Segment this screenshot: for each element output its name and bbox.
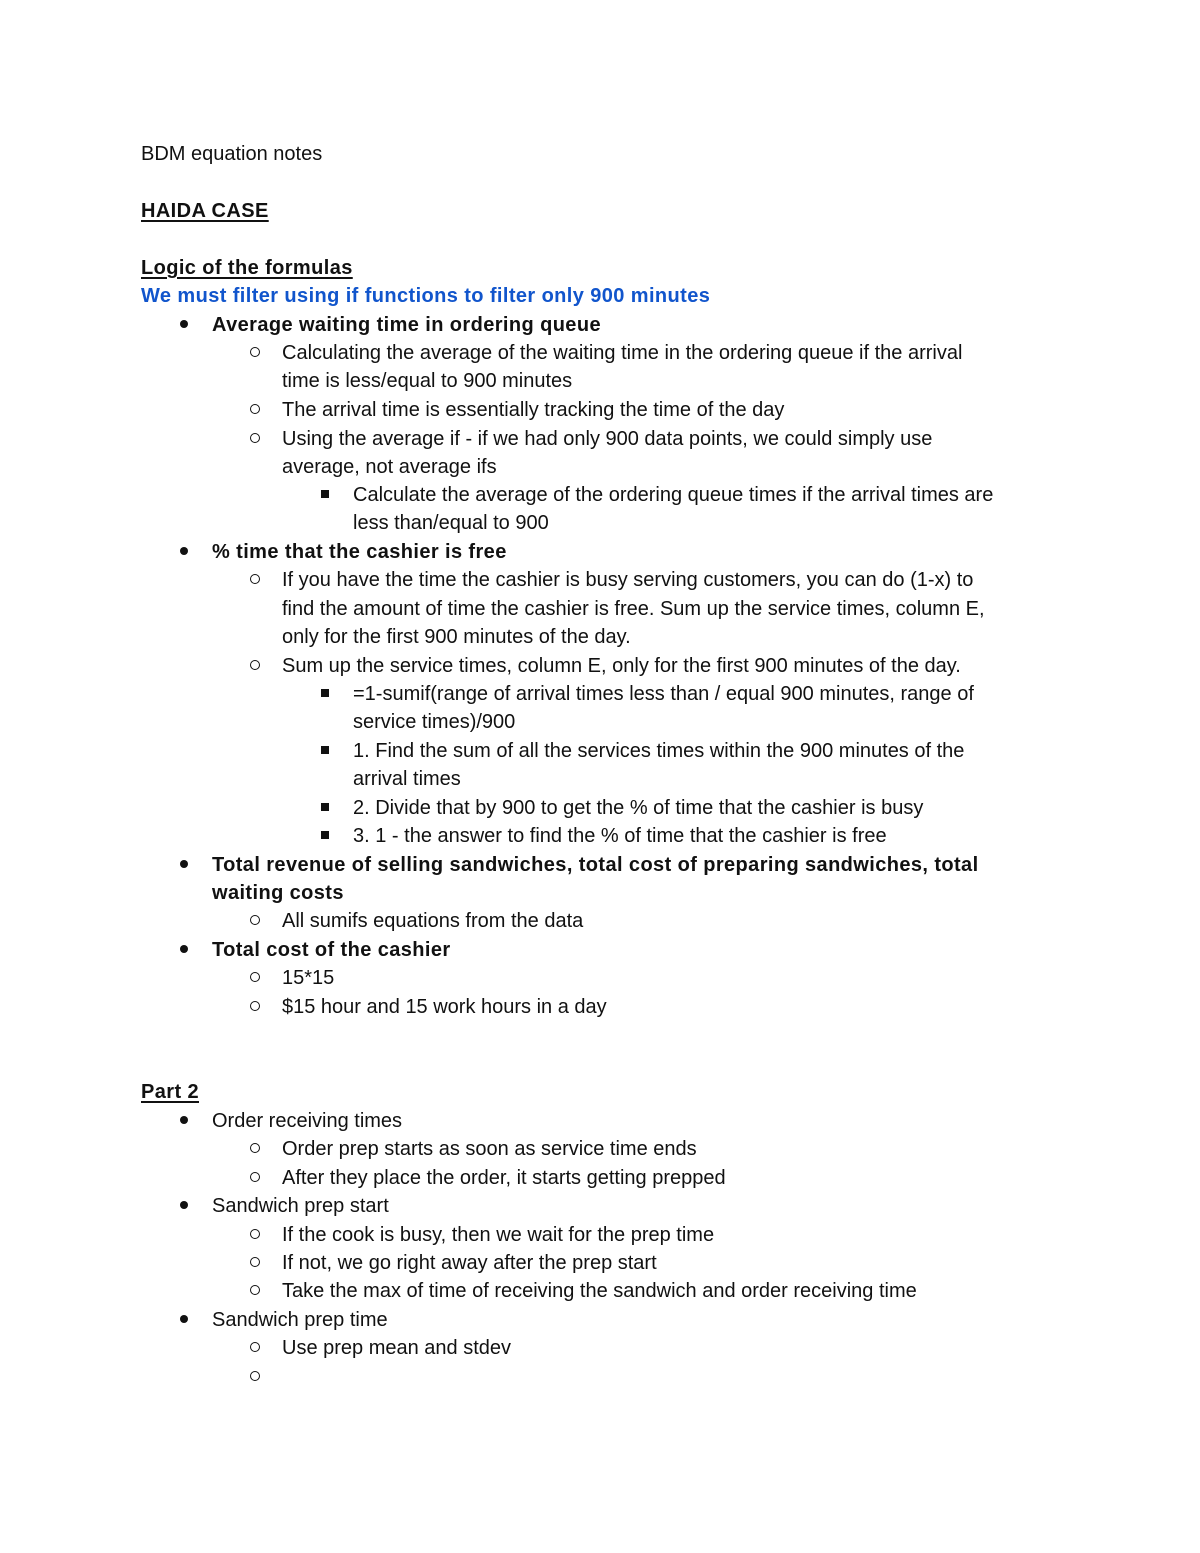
- list-item-total-revenue: Total revenue of selling sandwiches, total cost of preparing sandwiches, total: [212, 854, 979, 876]
- list-item-text: 2. Divide that by 900 to get the % of time that the cashier is busy: [353, 797, 924, 819]
- bullet-circle-icon: [241, 1249, 269, 1277]
- part2-heading: Part 2: [141, 1081, 199, 1103]
- bullet-circle-icon: [241, 1221, 269, 1249]
- document-title: BDM equation notes: [141, 143, 323, 165]
- bullet-square-icon: [311, 794, 339, 822]
- filter-note: We must filter using if functions to filter only 900 minutes: [141, 285, 711, 307]
- list-item-text: Take the max of time of receiving the sandwich and order receiving time: [282, 1280, 917, 1302]
- list-item-text: Use prep mean and stdev: [282, 1337, 512, 1359]
- list-item-text: If the cook is busy, then we wait for the prep time: [282, 1224, 715, 1246]
- list-item-text: time is less/equal to 900 minutes: [282, 370, 573, 392]
- list-item-text: service times)/900: [353, 711, 516, 733]
- list-item-text: Sum up the service times, column E, only for the first 900 minutes of the day.: [282, 655, 961, 677]
- list-item-text: only for the first 900 minutes of the day.: [282, 626, 631, 648]
- bullet-dot-icon: [170, 538, 198, 566]
- list-item-text: average, not average ifs: [282, 456, 497, 478]
- list-item-text: Calculating the average of the waiting time in the ordering queue if the arrival: [282, 342, 963, 364]
- list-item-text: If not, we go right away after the prep start: [282, 1252, 657, 1274]
- list-item-text: If you have the time the cashier is busy serving customers, you can do (1-x) to: [282, 569, 974, 591]
- bullet-dot-icon: [170, 1192, 198, 1220]
- list-item-text: Calculate the average of the ordering queue times if the arrival times are: [353, 484, 994, 506]
- case-heading: HAIDA CASE: [141, 200, 269, 222]
- bullet-circle-icon: [241, 566, 269, 594]
- bullet-square-icon: [311, 481, 339, 509]
- bullet-dot-icon: [170, 936, 198, 964]
- list-item-text: The arrival time is essentially tracking the time of the day: [282, 399, 785, 421]
- list-item-text: Order prep starts as soon as service time ends: [282, 1138, 697, 1160]
- list-item-text: arrival times: [353, 768, 461, 790]
- list-item-text: find the amount of time the cashier is free. Sum up the service times, column E,: [282, 598, 985, 620]
- bullet-circle-icon: [241, 907, 269, 935]
- logic-heading: Logic of the formulas: [141, 257, 353, 279]
- list-item-text: $15 hour and 15 work hours in a day: [282, 996, 607, 1018]
- bullet-circle-icon: [241, 396, 269, 424]
- list-item-text: =1-sumif(range of arrival times less than / equal 900 minutes, range of: [353, 683, 974, 705]
- bullet-circle-icon: [241, 1334, 269, 1362]
- list-item-text: Using the average if - if we had only 900 data points, we could simply use: [282, 428, 933, 450]
- bullet-circle-icon: [241, 1164, 269, 1192]
- list-item-text: 3. 1 - the answer to find the % of time that the cashier is free: [353, 825, 887, 847]
- list-item-text: 1. Find the sum of all the services times within the 900 minutes of the: [353, 740, 965, 762]
- bullet-circle-icon: [241, 1277, 269, 1305]
- list-item-text: All sumifs equations from the data: [282, 910, 584, 932]
- bullet-circle-icon: [241, 425, 269, 453]
- bullet-circle-icon: [241, 652, 269, 680]
- bullet-square-icon: [311, 737, 339, 765]
- list-item-prep-start: Sandwich prep start: [212, 1195, 389, 1217]
- list-item-text: After they place the order, it starts getting prepped: [282, 1167, 726, 1189]
- bullet-circle-icon: [241, 339, 269, 367]
- bullet-dot-icon: [170, 311, 198, 339]
- list-item-cashier-cost: Total cost of the cashier: [212, 939, 451, 961]
- bullet-circle-icon: [241, 1363, 269, 1391]
- list-item-total-revenue-cont: waiting costs: [212, 882, 344, 904]
- bullet-dot-icon: [170, 1107, 198, 1135]
- bullet-circle-icon: [241, 964, 269, 992]
- list-item-cashier-free: % time that the cashier is free: [212, 541, 507, 563]
- bullet-circle-icon: [241, 1135, 269, 1163]
- bullet-square-icon: [311, 822, 339, 850]
- bullet-dot-icon: [170, 851, 198, 879]
- list-item-avg-waiting: Average waiting time in ordering queue: [212, 314, 601, 336]
- list-item-text: 15*15: [282, 967, 335, 989]
- list-item-prep-time: Sandwich prep time: [212, 1309, 388, 1331]
- bullet-dot-icon: [170, 1306, 198, 1334]
- bullet-circle-icon: [241, 993, 269, 1021]
- list-item-text: less than/equal to 900: [353, 512, 549, 534]
- list-item-order-receiving: Order receiving times: [212, 1110, 403, 1132]
- bullet-square-icon: [311, 680, 339, 708]
